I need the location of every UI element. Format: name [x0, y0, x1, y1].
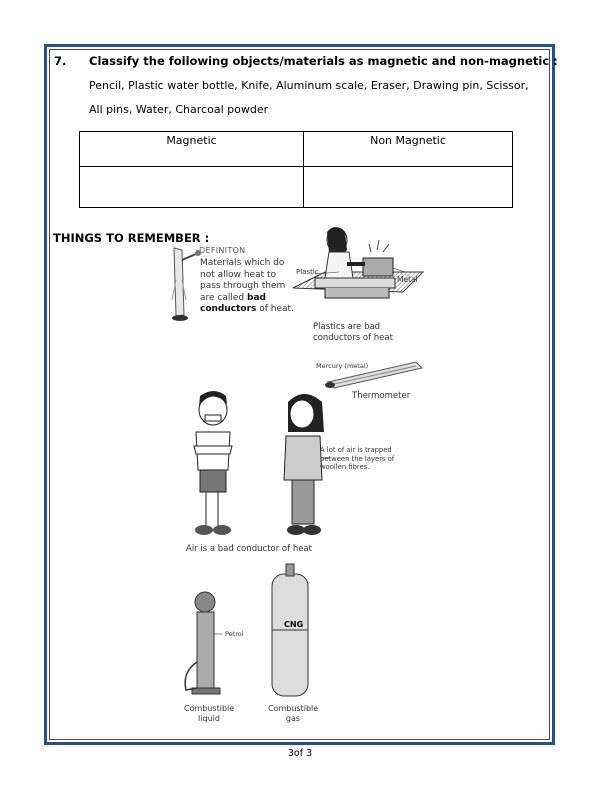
definition-line: not allow heat to	[200, 269, 277, 280]
air-caption: Air is a bad conductor of heat	[186, 544, 312, 554]
pencil-character-illustration	[164, 240, 204, 322]
combustible-gas-caption	[268, 704, 318, 724]
thermometer-caption: Thermometer	[352, 391, 411, 401]
definition-bold-term: bad	[247, 292, 266, 303]
table-row	[80, 167, 513, 208]
definition-line	[200, 304, 294, 316]
petrol-label: Petrol	[225, 630, 244, 638]
question-title: Classify the following objects/materials as magnetic and non-magnetic :	[89, 54, 558, 68]
question-items-line-1: Pencil, Plastic water bottle, Knife, Aluminum scale, Eraser, Drawing pin, Scissor,	[89, 79, 529, 92]
definition-label: DEFINITON	[199, 246, 246, 255]
boy-girl-illustration	[190, 388, 330, 538]
table-header-row	[80, 132, 513, 167]
cell-magnetic-answer[interactable]	[80, 167, 304, 208]
definition-line: pass through them	[200, 281, 286, 292]
definition-text-part: of heat.	[256, 304, 294, 315]
question-number: 7.	[54, 54, 67, 68]
caption-line: gas	[285, 714, 301, 723]
caption-line: Combustible	[268, 704, 319, 713]
definition-bold-term: conductors	[200, 304, 257, 315]
callout-line: between the layers of	[320, 454, 395, 463]
metal-label: Metal	[397, 275, 418, 284]
caption-line: Combustible	[184, 704, 235, 713]
definition-text-part: are called	[200, 292, 247, 303]
caption-line: liquid	[198, 714, 220, 723]
definition-line: Materials which do	[200, 258, 285, 268]
plastics-caption	[313, 322, 393, 344]
header-non-magnetic: Non Magnetic	[304, 132, 513, 167]
combustible-liquid-caption	[184, 704, 234, 724]
caption-line: conductors of heat	[313, 333, 393, 343]
definition-text	[200, 258, 294, 316]
definition-line	[200, 293, 294, 305]
cell-non-magnetic-answer[interactable]	[304, 167, 513, 208]
cng-label: CNG	[284, 620, 304, 629]
callout-line: woollen fibres.	[320, 463, 370, 472]
header-magnetic: Magnetic	[80, 132, 304, 167]
callout-line: A lot of air is trapped	[320, 446, 392, 454]
mercury-label: Mercury (metal)	[316, 362, 369, 370]
caption-line: Plastics are bad	[313, 322, 381, 332]
wool-callout	[320, 446, 394, 472]
combustible-illustration	[180, 562, 330, 700]
things-to-remember-heading: THINGS TO REMEMBER :	[53, 231, 210, 245]
question-items-line-2: All pins, Water, Charcoal powder	[89, 103, 269, 116]
classification-table	[79, 131, 513, 208]
page-number: 3of 3	[287, 748, 313, 759]
plastic-label: Plastic	[296, 268, 319, 276]
